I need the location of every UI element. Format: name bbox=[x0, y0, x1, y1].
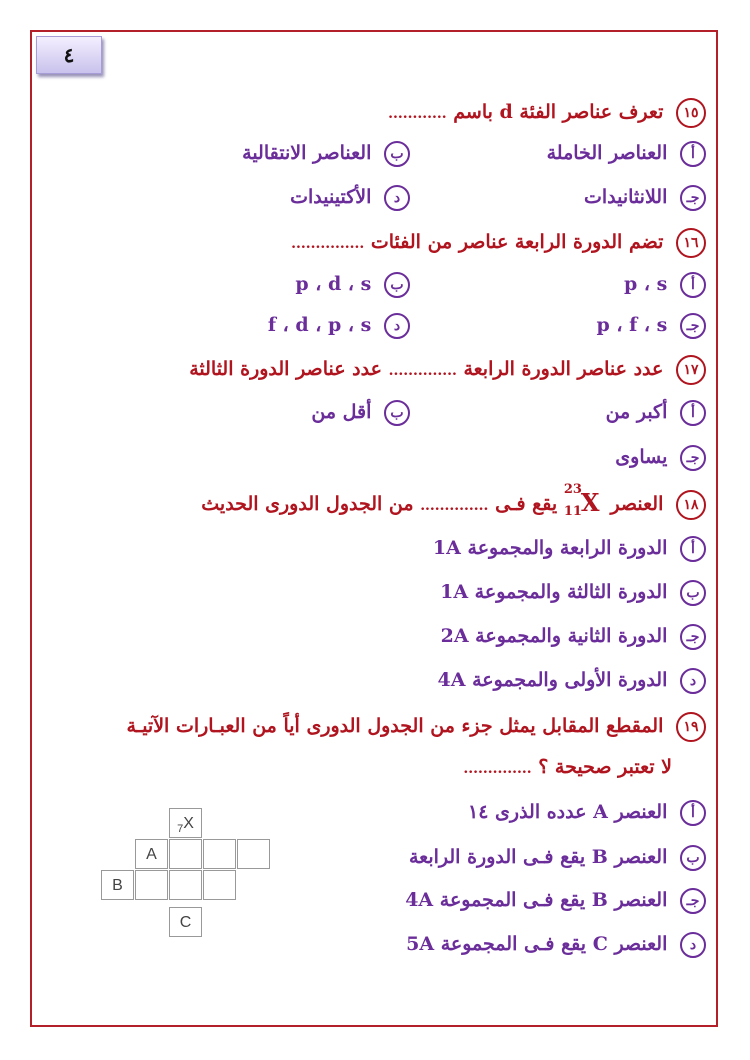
option-letter: د bbox=[680, 668, 706, 694]
grid-cell bbox=[203, 870, 236, 900]
question-18-text-after: من الجدول الدورى الحديث bbox=[201, 493, 414, 515]
question-18-text-mid: يقع فـى bbox=[495, 493, 558, 515]
option-letter: أ bbox=[680, 536, 706, 562]
option-18-c[interactable] bbox=[441, 624, 706, 650]
grid-cell-c bbox=[169, 907, 202, 937]
question-number-18: ١٨ bbox=[676, 490, 706, 520]
option-19-a[interactable] bbox=[468, 800, 706, 826]
option-15-b[interactable] bbox=[242, 141, 410, 167]
question-19 bbox=[126, 712, 706, 742]
question-17 bbox=[189, 355, 706, 385]
option-16-b[interactable] bbox=[295, 272, 410, 298]
option-text: العنصر C يقع فـى المجموعة 5A bbox=[406, 933, 668, 955]
question-16-text: تضم الدورة الرابعة عناصر من الفئات bbox=[370, 231, 664, 253]
option-letter: جـ bbox=[680, 624, 706, 650]
mass-number: 23 bbox=[563, 482, 582, 497]
question-19-text-line1: المقطع المقابل يمثل جزء من الجدول الدورى أياً من العبـارات الآتيـة bbox=[126, 715, 664, 737]
grid-cell-a bbox=[135, 839, 168, 869]
option-17-a[interactable] bbox=[606, 400, 706, 426]
answer-blank: .............. bbox=[420, 498, 489, 514]
option-letter: أ bbox=[680, 141, 706, 167]
question-18 bbox=[201, 482, 706, 520]
option-18-b[interactable] bbox=[440, 580, 706, 606]
question-17-text-before: عدد عناصر الدورة الرابعة bbox=[463, 358, 664, 380]
option-letter: أ bbox=[680, 400, 706, 426]
grid-cell-x bbox=[169, 808, 202, 838]
option-text: الدورة الثانية والمجموعة 2A bbox=[440, 625, 668, 647]
answer-blank: ............... bbox=[291, 236, 365, 252]
question-19-line2 bbox=[463, 756, 672, 778]
question-18-text-before: العنصر bbox=[610, 493, 664, 515]
option-19-d[interactable] bbox=[406, 932, 706, 958]
option-letter: ب bbox=[680, 580, 706, 606]
atomic-number: 11 bbox=[563, 504, 582, 519]
option-letter: جـ bbox=[680, 888, 706, 914]
option-text: أكبر من bbox=[605, 401, 668, 423]
option-letter: د bbox=[680, 932, 706, 958]
option-17-b[interactable] bbox=[311, 400, 410, 426]
option-letter: د bbox=[384, 185, 410, 211]
isotope-notation bbox=[563, 482, 604, 520]
option-text: f ، d ، p ، s bbox=[267, 314, 372, 336]
option-text: العنصر B يقع فـى المجموعة 4A bbox=[405, 889, 668, 911]
question-17-text-after: عدد عناصر الدورة الثالثة bbox=[189, 358, 382, 380]
question-number-19: ١٩ bbox=[676, 712, 706, 742]
grid-cell bbox=[169, 870, 202, 900]
grid-x-label: X bbox=[183, 815, 194, 832]
option-17-c[interactable] bbox=[615, 445, 706, 471]
question-number-15: ١٥ bbox=[676, 98, 706, 128]
option-letter: د bbox=[384, 313, 410, 339]
option-letter: أ bbox=[680, 272, 706, 298]
option-16-d[interactable] bbox=[268, 313, 410, 339]
option-text: العنصر B يقع فـى الدورة الرابعة bbox=[408, 846, 668, 868]
option-letter: ب bbox=[384, 141, 410, 167]
option-text: العناصر الانتقالية bbox=[242, 142, 372, 164]
option-text: الدورة الرابعة والمجموعة 1A bbox=[432, 537, 668, 559]
option-text: الأكتينيدات bbox=[290, 186, 372, 208]
question-16 bbox=[291, 228, 706, 258]
answer-blank: .............. bbox=[463, 761, 532, 777]
grid-a-label: A bbox=[146, 846, 157, 863]
option-text: يساوى bbox=[615, 446, 668, 468]
option-text: العناصر الخاملة bbox=[546, 142, 668, 164]
option-18-d[interactable] bbox=[437, 668, 706, 694]
grid-cell bbox=[135, 870, 168, 900]
option-15-d[interactable] bbox=[290, 185, 410, 211]
question-15 bbox=[388, 98, 706, 128]
option-16-c[interactable] bbox=[596, 313, 706, 339]
option-text: الدورة الأولى والمجموعة 4A bbox=[437, 669, 668, 691]
grid-b-label: B bbox=[112, 877, 123, 894]
option-19-c[interactable] bbox=[405, 888, 706, 914]
option-letter: جـ bbox=[680, 313, 706, 339]
grid-cell bbox=[203, 839, 236, 869]
answer-blank: .............. bbox=[388, 363, 457, 379]
option-18-a[interactable] bbox=[433, 536, 706, 562]
question-number-17: ١٧ bbox=[676, 355, 706, 385]
option-letter: جـ bbox=[680, 445, 706, 471]
option-letter: ب bbox=[680, 845, 706, 871]
grid-c-label: C bbox=[179, 914, 192, 931]
option-15-c[interactable] bbox=[584, 185, 706, 211]
option-letter: ب bbox=[384, 400, 410, 426]
option-15-a[interactable] bbox=[547, 141, 706, 167]
question-15-text: تعرف عناصر الفئة d باسم bbox=[453, 101, 664, 123]
question-number-16: ١٦ bbox=[676, 228, 706, 258]
option-letter: أ bbox=[680, 800, 706, 826]
grid-x-subscript: 7 bbox=[177, 823, 184, 836]
option-16-a[interactable] bbox=[624, 272, 706, 298]
option-letter: ب bbox=[384, 272, 410, 298]
option-text: العنصر A عدده الذرى ١٤ bbox=[467, 801, 668, 823]
answer-blank: ............ bbox=[388, 106, 447, 122]
grid-cell bbox=[169, 839, 202, 869]
page-number: ٤ bbox=[36, 36, 102, 74]
option-text: p ، f ، s bbox=[596, 314, 668, 336]
grid-cell bbox=[237, 839, 270, 869]
element-symbol: X bbox=[580, 488, 600, 517]
option-text: p ، s bbox=[624, 273, 668, 295]
option-letter: جـ bbox=[680, 185, 706, 211]
option-text: p ، d ، s bbox=[295, 273, 372, 295]
option-text: اللانثانيدات bbox=[583, 186, 668, 208]
option-text: أقل من bbox=[311, 401, 372, 423]
grid-cell-b bbox=[101, 870, 134, 900]
option-text: الدورة الثالثة والمجموعة 1A bbox=[440, 581, 668, 603]
question-19-text-line2: لا تعتبر صحيحة ؟ bbox=[538, 756, 672, 778]
option-19-b[interactable] bbox=[409, 845, 706, 871]
